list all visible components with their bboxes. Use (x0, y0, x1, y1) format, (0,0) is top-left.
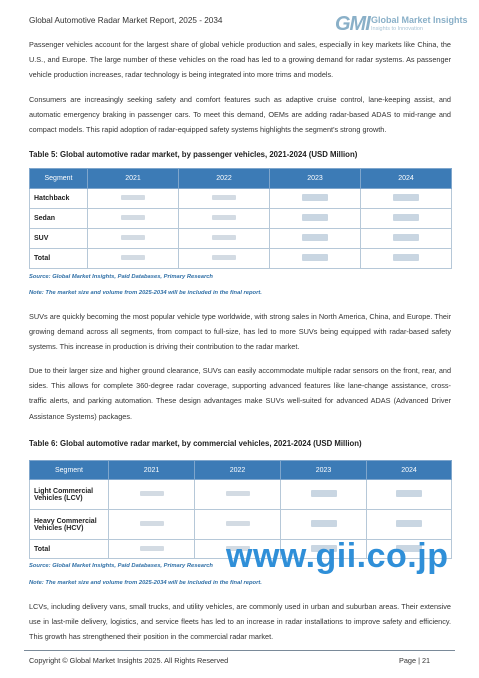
col-header: 2023 (281, 461, 367, 480)
redacted-value (88, 189, 179, 209)
row-label: Total (30, 540, 109, 559)
row-label: Hatchback (30, 189, 88, 209)
logo-mark: GMI (335, 13, 370, 35)
paragraph-suv-radar-sensors: Due to their larger size and higher ground clearance, SUVs can easily accommodate multiple radar sensors on the front, rear, and sides. This allows for complete 360-degree radar coverage, supporting advanced features like lane-change assistance, cross-traffic alerts, and parking automation. These design advantages make SUVs well-suited for advanced ADAS (Advanced Driver Assistance Systems) packages. (29, 366, 451, 421)
table6-source: Source: Global Market Insights, Paid Databases, Primary Research (29, 563, 213, 569)
table-row (30, 229, 452, 249)
row-label: SUV (30, 229, 88, 249)
col-header: 2023 (270, 169, 361, 189)
col-header: 2024 (367, 461, 452, 480)
table-row (30, 510, 452, 540)
redacted-value (361, 229, 452, 249)
row-label: Light Commercial Vehicles (LCV) (30, 480, 109, 510)
redacted-value (361, 209, 452, 229)
redacted-value (367, 480, 452, 510)
redacted-value (270, 229, 361, 249)
redacted-value (109, 480, 195, 510)
redacted-value (109, 510, 195, 540)
gmi-logo (335, 13, 468, 37)
table6-header-row (30, 461, 452, 480)
col-header: Segment (30, 461, 109, 480)
redacted-value (195, 480, 281, 510)
table5-title: Table 5: Global automotive radar market, by passenger vehicles, 2021-2024 (USD Million) (29, 150, 358, 159)
row-label: Heavy Commercial Vehicles (HCV) (30, 510, 109, 540)
redacted-value (281, 480, 367, 510)
table5 (29, 168, 452, 269)
redacted-value (361, 189, 452, 209)
paragraph-lcv-usage: LCVs, including delivery vans, small trucks, and utility vehicles, are commonly used in urban and suburban areas. Their extensive use in last-mile delivery, logistics, and service fleets has led to an increase in radar installations to improve safety and efficiency. This growth has strengthened their position in the commercial radar market. (29, 602, 451, 642)
redacted-value (195, 510, 281, 540)
footer-divider (24, 650, 455, 651)
table-row (30, 209, 452, 229)
paragraph-passenger-vehicles: Passenger vehicles account for the largest share of global vehicle production and sales, especially in key markets like China, the U.S., and Europe. The large number of these vehicles on the road has led to a growing demand for radar systems. As passenger vehicle production increases, radar technology is being integrated into more trims and models. (29, 40, 451, 80)
footer-page-number: Page | 21 (399, 656, 431, 665)
page-header (0, 0, 479, 34)
table5-note: Note: The market size and volume from 2025-2034 will be included in the final report. (29, 290, 262, 296)
table-row (30, 249, 452, 269)
redacted-value (179, 229, 270, 249)
redacted-value (270, 189, 361, 209)
col-header: 2021 (88, 169, 179, 189)
footer-copyright: Copyright © Global Market Insights 2025. All Rights Reserved (29, 656, 229, 665)
table-row (30, 189, 452, 209)
redacted-value (179, 189, 270, 209)
paragraph-consumer-safety: Consumers are increasingly seeking safety and comfort features such as adaptive cruise control, lane-keeping assist, and automatic emergency braking in passenger cars. To meet this demand, OEMs are adding radar-based ADAS to mid-range and compact models. This rapid adoption of radar-equipped safety systems highlights the segment's strong growth. (29, 95, 451, 135)
redacted-value (88, 209, 179, 229)
report-title: Global Automotive Radar Market Report, 2025 - 2034 (29, 16, 223, 25)
redacted-value (88, 229, 179, 249)
redacted-value (179, 209, 270, 229)
col-header: 2022 (195, 461, 281, 480)
logo-name: Global Market Insights (371, 15, 468, 25)
col-header: Segment (30, 169, 88, 189)
redacted-value (270, 249, 361, 269)
gii-watermark: www.gii.co.jp (226, 537, 449, 575)
redacted-value (88, 249, 179, 269)
row-label: Total (30, 249, 88, 269)
redacted-value (179, 249, 270, 269)
redacted-value (270, 209, 361, 229)
redacted-value (109, 540, 195, 559)
logo-tagline: Insights to Innovation (371, 26, 423, 32)
col-header: 2022 (179, 169, 270, 189)
table6-title: Table 6: Global automotive radar market, by commercial vehicles, 2021-2024 (USD Million) (29, 439, 362, 448)
col-header: 2021 (109, 461, 195, 480)
redacted-value (361, 249, 452, 269)
paragraph-suv-popularity: SUVs are quickly becoming the most popular vehicle type worldwide, with strong sales in North America, China, and Europe. Their growing demand across all segments, from compact to full-size, has led to more SUVs being equipped with radar-based safety systems. This increase in production is driving their contribution to the radar market. (29, 312, 451, 352)
col-header: 2024 (361, 169, 452, 189)
redacted-value (281, 510, 367, 540)
table6-note: Note: The market size and volume from 2025-2034 will be included in the final report. (29, 580, 262, 586)
table5-header-row (30, 169, 452, 189)
redacted-value (367, 510, 452, 540)
table-row (30, 480, 452, 510)
row-label: Sedan (30, 209, 88, 229)
table5-source: Source: Global Market Insights, Paid Databases, Primary Research (29, 274, 213, 280)
